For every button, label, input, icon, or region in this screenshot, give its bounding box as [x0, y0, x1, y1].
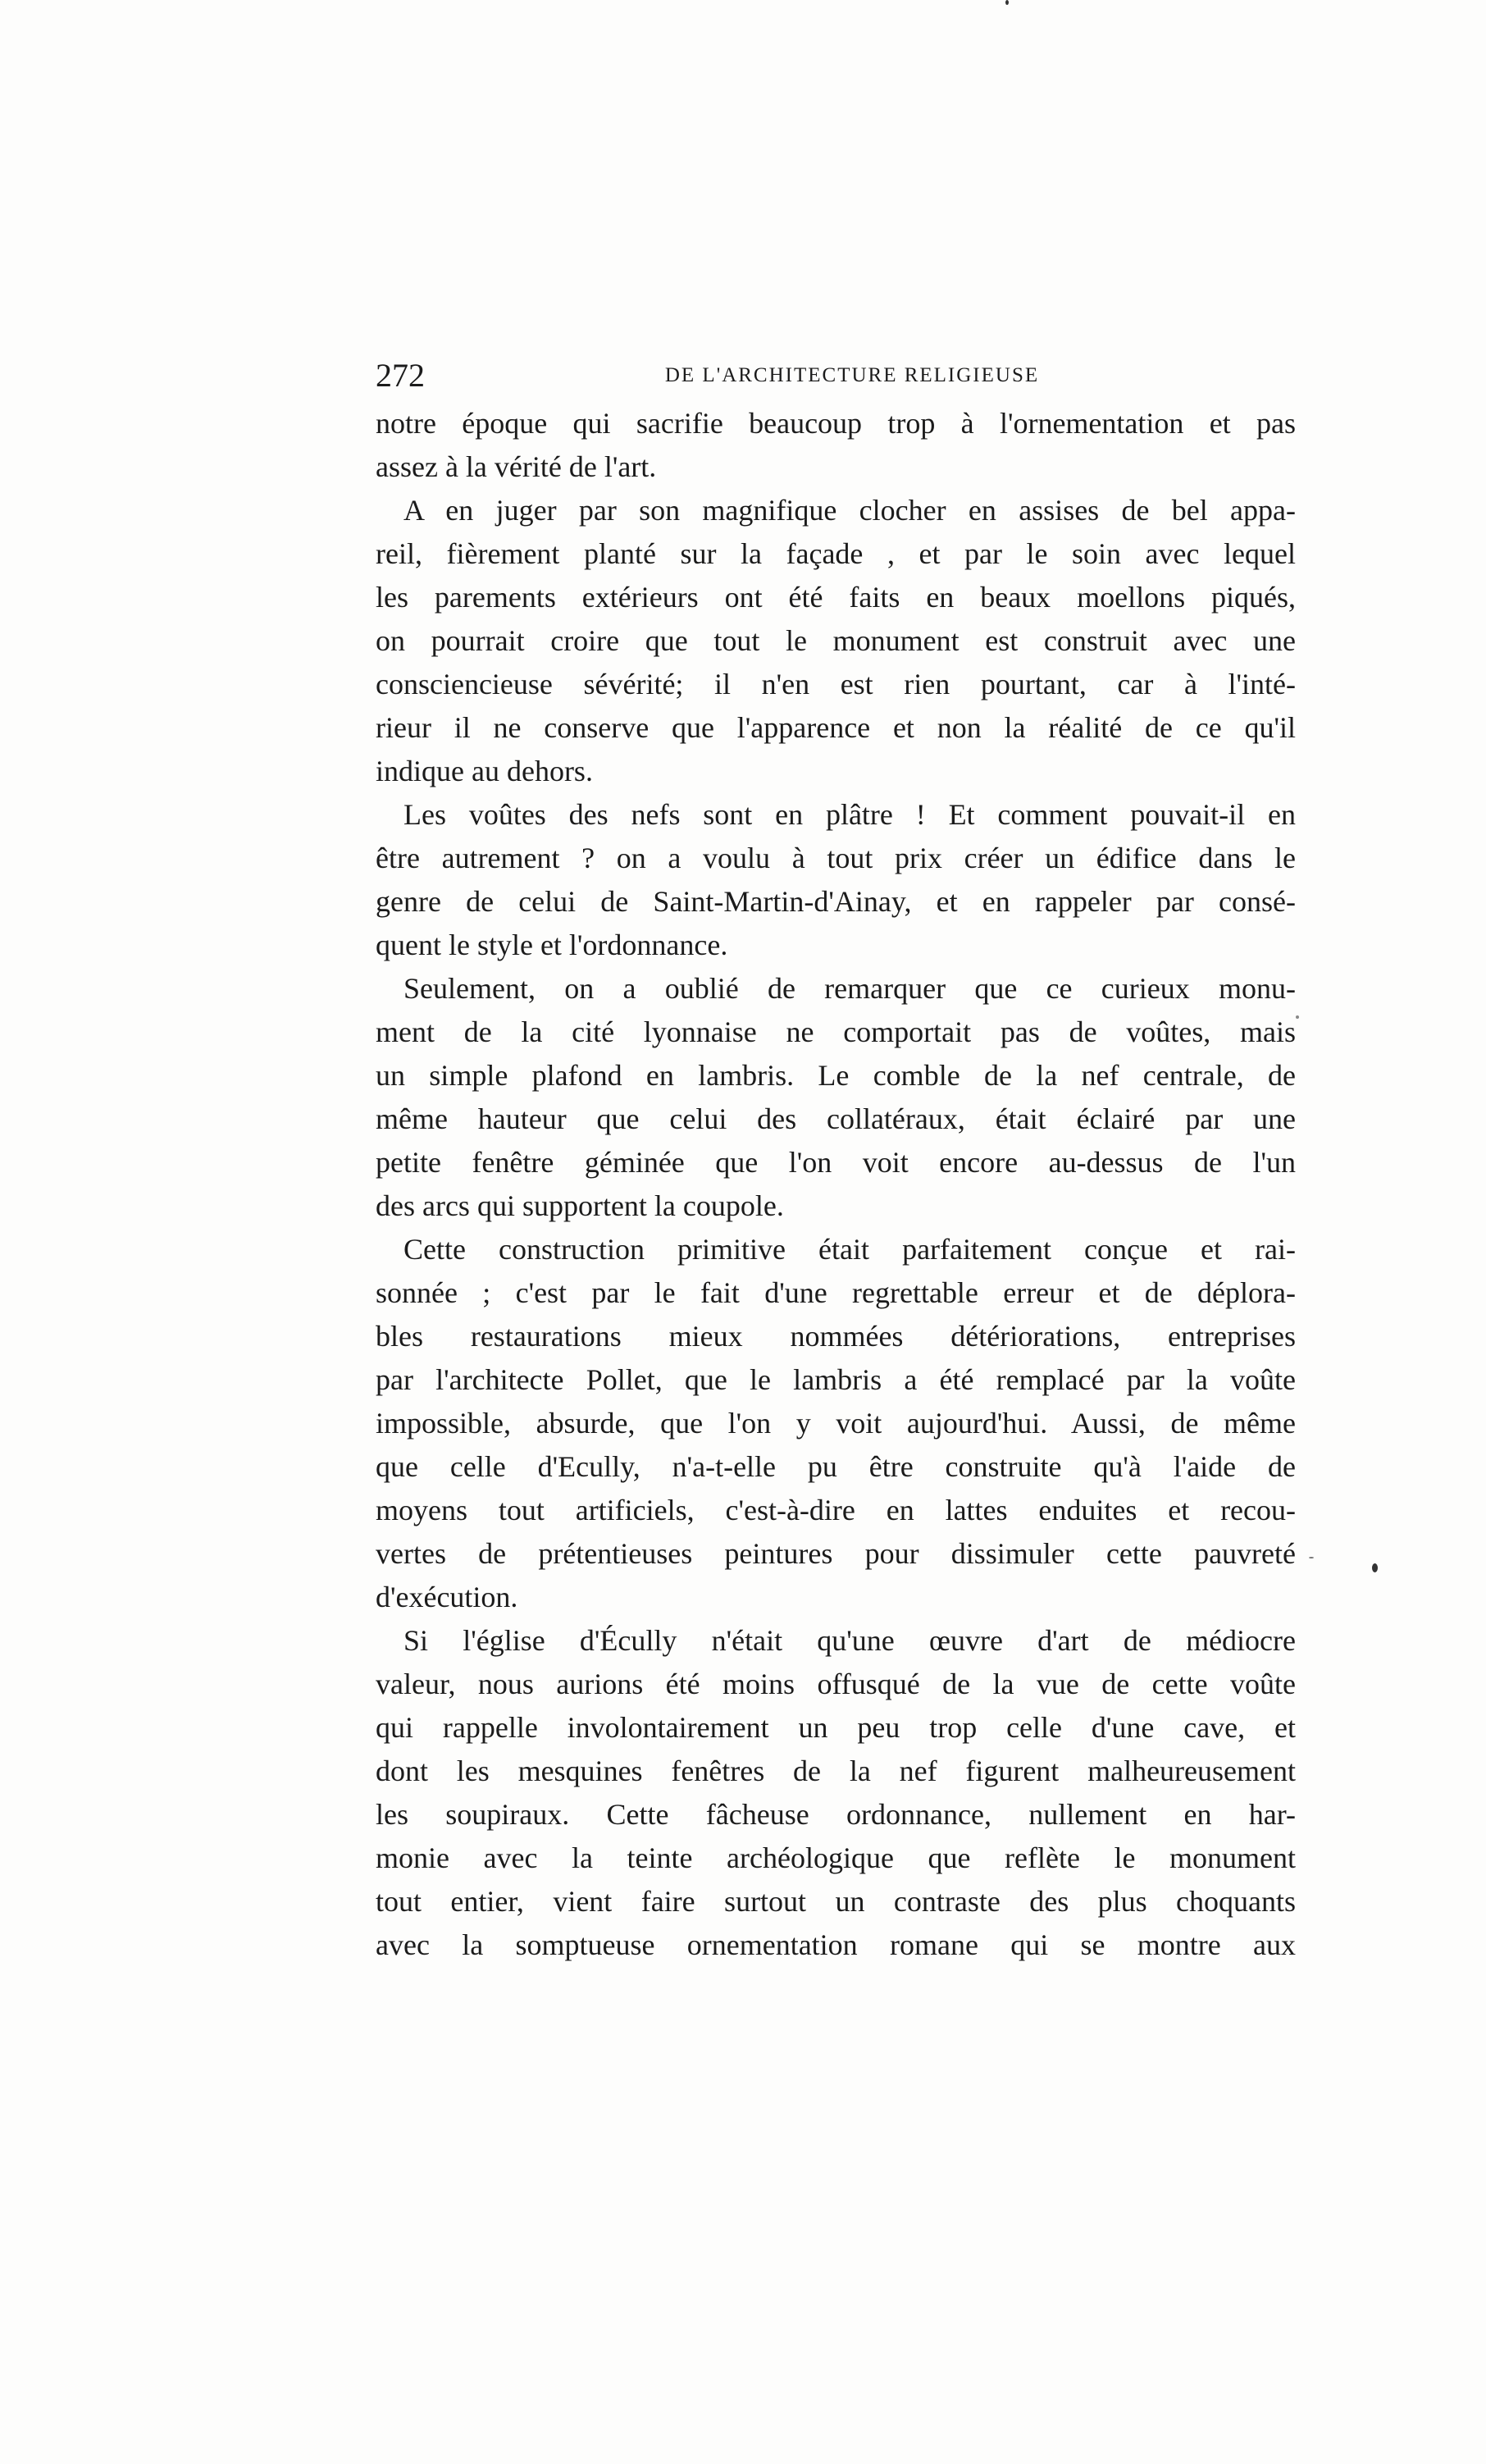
text-line: des arcs qui supportent la coupole.	[376, 1189, 784, 1222]
text-line: d'exécution.	[376, 1581, 518, 1613]
text-line: Si l'église d'Écully n'était qu'une œuvre d'art de médiocre	[403, 1624, 1296, 1657]
text-line: avec la somptueuse ornementation romane qui se montre aux	[376, 1928, 1296, 1961]
text-line: notre époque qui sacrifie beaucoup trop à l'ornementation et pas	[376, 407, 1296, 440]
text-line: reil, fièrement planté sur la façade , et par le soin avec lequel	[376, 537, 1296, 570]
running-head	[376, 353, 1296, 399]
text-line: Cette construction primitive était parfaitement conçue et rai-	[403, 1233, 1296, 1266]
text-line: moyens tout artificiels, c'est-à-dire en lattes enduites et recou-	[376, 1494, 1296, 1526]
text-line: assez à la vérité de l'art.	[376, 450, 657, 483]
text-line: impossible, absurde, que l'on y voit aujourd'hui. Aussi, de même	[376, 1407, 1296, 1440]
text-line: être autrement ? on a voulu à tout prix créer un édifice dans le	[376, 842, 1296, 874]
page-number: 272	[376, 357, 425, 394]
text-line: consciencieuse sévérité; il n'en est rien pourtant, car à l'inté-	[376, 668, 1296, 700]
text-line: ment de la cité lyonnaise ne comportait pas de voûtes, mais	[376, 1015, 1296, 1048]
text-line: tout entier, vient faire surtout un contraste des plus choquants	[376, 1885, 1296, 1918]
text-line: valeur, nous aurions été moins offusqué de la vue de cette voûte	[376, 1668, 1296, 1700]
text-line: quent le style et l'ordonnance.	[376, 929, 728, 961]
text-line: les parements extérieurs ont été faits en beaux moellons piqués,	[376, 581, 1296, 614]
body-text	[376, 402, 1296, 1967]
text-line: monie avec la teinte archéologique que reflète le monument	[376, 1841, 1296, 1874]
text-line: qui rappelle involontairement un peu trop celle d'une cave, et	[376, 1711, 1296, 1744]
text-line: indique au dehors.	[376, 755, 593, 787]
text-line: Seulement, on a oublié de remarquer que ce curieux monu-	[403, 972, 1296, 1005]
text-line: A en juger par son magnifique clocher en assises de bel appa-	[403, 494, 1296, 527]
text-line: petite fenêtre géminée que l'on voit encore au-dessus de l'un	[376, 1146, 1296, 1179]
text-line: que celle d'Ecully, n'a-t-elle pu être construite qu'à l'aide de	[376, 1450, 1296, 1483]
text-line: sonnée ; c'est par le fait d'une regrettable erreur et de déplora-	[376, 1276, 1296, 1309]
text-line: dont les mesquines fenêtres de la nef figurent malheureusement	[376, 1754, 1296, 1787]
text-line: bles restaurations mieux nommées détériorations, entreprises	[376, 1320, 1296, 1353]
text-line: on pourrait croire que tout le monument est construit avec une	[376, 624, 1296, 657]
text-line: genre de celui de Saint-Martin-d'Ainay, et en rappeler par consé-	[376, 885, 1296, 918]
ink-speck	[1372, 1563, 1378, 1572]
ink-speck	[1309, 1557, 1314, 1558]
text-line: vertes de prétentieuses peintures pour dissimuler cette pauvreté	[376, 1537, 1296, 1570]
text-line: même hauteur que celui des collatéraux, était éclairé par une	[376, 1102, 1296, 1135]
ink-speck	[1296, 1015, 1299, 1019]
ink-speck	[1005, 0, 1009, 5]
text-line: un simple plafond en lambris. Le comble de la nef centrale, de	[376, 1059, 1296, 1092]
text-line: les soupiraux. Cette fâcheuse ordonnance, nullement en har-	[376, 1798, 1296, 1831]
text-line: rieur il ne conserve que l'apparence et non la réalité de ce qu'il	[376, 711, 1296, 744]
running-title: DE L'ARCHITECTURE RELIGIEUSE	[664, 364, 1040, 386]
text-line: par l'architecte Pollet, que le lambris a été remplacé par la voûte	[376, 1363, 1296, 1396]
text-line: Les voûtes des nefs sont en plâtre ! Et comment pouvait-il en	[403, 798, 1296, 831]
